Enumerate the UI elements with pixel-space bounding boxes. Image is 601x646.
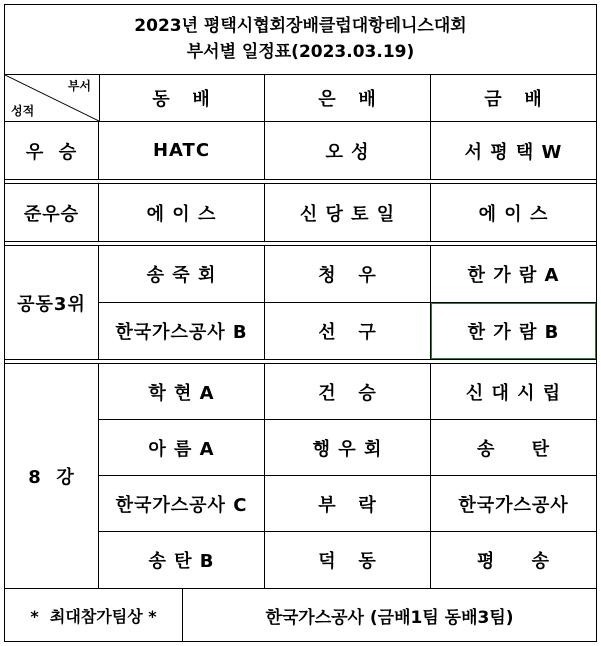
quarterfinal-row bbox=[99, 532, 596, 588]
table-cell: 에 이 스 bbox=[478, 203, 549, 225]
table-cell: 송 탄 B bbox=[99, 532, 265, 588]
header-row bbox=[5, 75, 596, 121]
table-cell: 한국가스공사 C bbox=[99, 476, 265, 531]
rank-label: 우 승 bbox=[5, 122, 99, 179]
award-value: 한국가스공사 (금배1팀 동배3팀) bbox=[265, 607, 514, 628]
division-gold: 금 배 bbox=[484, 89, 543, 110]
table-row-quarterfinal bbox=[5, 364, 596, 588]
table-title bbox=[5, 5, 596, 75]
schedule-table bbox=[4, 4, 597, 642]
award-label: * 최대참가팀상 * bbox=[5, 589, 183, 641]
quarterfinal-row bbox=[99, 420, 596, 475]
table-cell: 아 름 A bbox=[99, 420, 265, 475]
table-cell: 서 평 택 W bbox=[464, 141, 563, 163]
award-row bbox=[5, 589, 596, 641]
title-line-1: 2023년 평택시협회장배클럽대항테니스대회 bbox=[134, 16, 467, 36]
table-cell: 청 우 bbox=[265, 246, 431, 302]
table-row-third-place bbox=[5, 246, 596, 359]
division-silver: 은 배 bbox=[265, 75, 431, 121]
corner-label-division: 부서 bbox=[67, 79, 91, 93]
table-cell: 신 대 시 립 bbox=[465, 382, 562, 404]
corner-header-cell bbox=[5, 75, 100, 121]
table-cell: 한 가 람 A bbox=[467, 265, 560, 286]
table-cell: 오 성 bbox=[265, 122, 431, 179]
table-cell: HATC bbox=[99, 122, 265, 179]
rank-label: 준우승 bbox=[5, 184, 99, 241]
rank-label: 8 강 bbox=[5, 364, 99, 588]
table-cell: 선 구 bbox=[265, 303, 431, 359]
quarterfinal-row bbox=[99, 476, 596, 531]
table-row-runner-up bbox=[5, 184, 596, 241]
table-cell: 에 이 스 bbox=[99, 184, 265, 241]
table-cell: 건 승 bbox=[265, 364, 431, 419]
table-cell: 송 탄 bbox=[476, 438, 551, 460]
third-place-row-b bbox=[99, 303, 596, 359]
corner-label-result: 성적 bbox=[11, 104, 35, 118]
third-place-row-a bbox=[99, 246, 596, 302]
table-cell: 평 송 bbox=[476, 551, 551, 572]
table-cell: 한국가스공사 bbox=[458, 494, 569, 516]
title-line-2: 부서별 일정표(2023.03.19) bbox=[186, 42, 415, 62]
table-cell: 한국가스공사 B bbox=[99, 303, 265, 359]
table-cell: 학 현 A bbox=[99, 364, 265, 419]
table-cell: 덕 동 bbox=[265, 532, 431, 588]
table-cell: 신 당 토 일 bbox=[265, 184, 431, 241]
rank-label: 공동3위 bbox=[5, 246, 99, 359]
table-row-winner bbox=[5, 122, 596, 179]
table-cell: 부 락 bbox=[265, 476, 431, 531]
division-bronze: 동 배 bbox=[99, 75, 265, 121]
selected-cell[interactable]: 한 가 람 B bbox=[431, 303, 596, 359]
table-cell: 행 우 회 bbox=[265, 420, 431, 475]
quarterfinal-row bbox=[99, 364, 596, 419]
table-cell: 송 죽 회 bbox=[99, 246, 265, 302]
